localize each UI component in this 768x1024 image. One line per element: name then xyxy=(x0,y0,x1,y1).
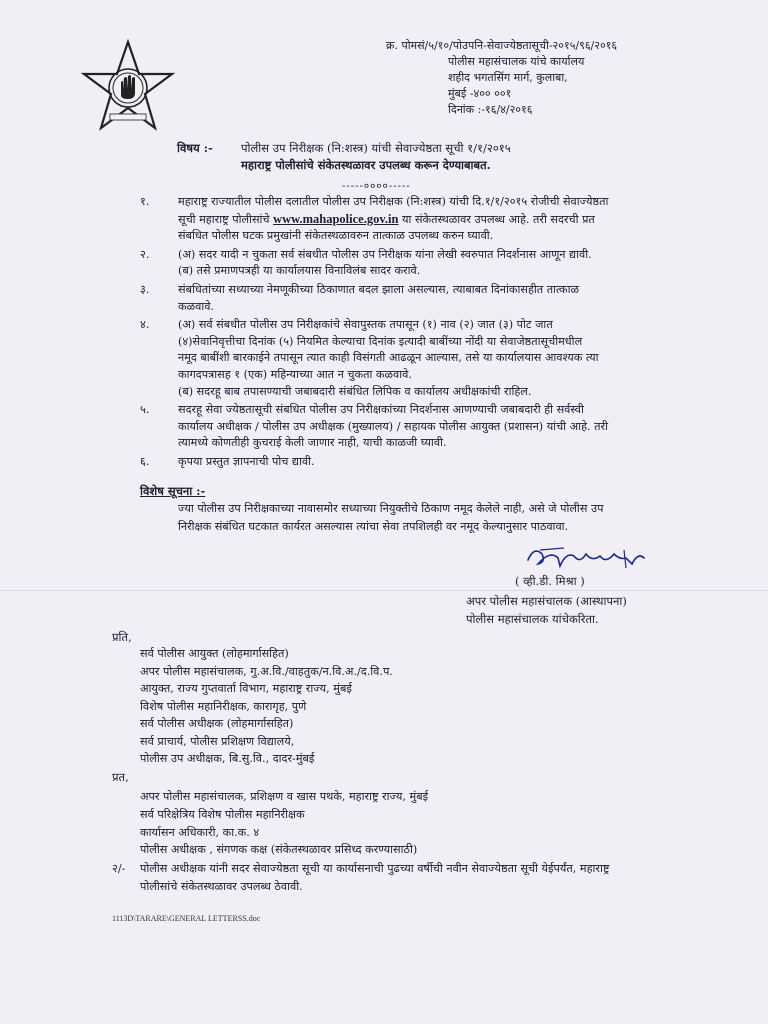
signatory-name: ( व्ही.डी. मिश्रा ) xyxy=(515,574,585,588)
point-number: ६. xyxy=(140,454,150,468)
note-text: ज्या पोलीस उप निरीक्षकाच्या नावासमोर सध्याच्या नियुक्तीचे ठिकाण नमूद केलेले नाही, असे जे पोलीस उप xyxy=(178,502,604,515)
recipient-item: सर्व पोलीस अधीक्षक (लोहमार्गासहित) xyxy=(140,717,294,730)
points-list xyxy=(140,194,680,473)
recipient-item: अपर पोलीस महासंचालक, गु.अ.वि./वाहतुक/न.वि.अ./द.वि.प. xyxy=(140,664,393,678)
copy-item: सर्व परिक्षेत्रिय विशेष पोलीस महानिरीक्षक xyxy=(140,807,305,821)
subject-label: विषय :- xyxy=(177,141,213,155)
instruction-text: पोलीस अधीक्षक यांनी सदर सेवाज्येष्ठता सूची या कार्यासनाची पुढच्या वर्षीची नवीन सेवाज्येष्ठता सूची येईपर्यंत, महाराष्ट्र xyxy=(140,862,610,875)
point-2 xyxy=(140,247,680,280)
copy-label: प्रत, xyxy=(112,770,129,784)
subject-block xyxy=(177,140,511,174)
point-text: (अ) सर्व संबधीत पोलीस उप निरीक्षकांचे सेवापुस्तक तपासून (१) नाव (२) जात (३) पोट जात xyxy=(178,318,553,332)
police-star-icon xyxy=(80,38,176,134)
point-text: (ब) तसे प्रमाणपत्रही या कार्यालयास विनाविलंब सादर करावे. xyxy=(178,264,421,278)
point-text: संबधितांच्या सध्याच्या नेमणूकीच्या ठिकाणात बदल झाला असल्यास, त्याबाबत दिनांकासहीत तात्काळ xyxy=(178,282,580,296)
note-text: निरीक्षक संबंधित घटकात कार्यरत असल्यास त्यांचा सेवा तपशिलही वर नमूद केल्यानुसार पाठवावा. xyxy=(178,520,569,533)
subject-line-2: महाराष्ट्र पोलीसांचे संकेतस्थळावर उपलब्ध करून देण्याबाबत. xyxy=(241,158,491,172)
paper-fold-line xyxy=(0,590,768,591)
point-number: २. xyxy=(140,247,150,261)
point-text: कृपया प्रस्तुत ज्ञापनाची पोच द्यावी. xyxy=(178,454,315,468)
point-6 xyxy=(140,454,680,471)
reference-block xyxy=(386,38,617,118)
point-text: या संकेतस्थळावर उपलब्ध आहे. तरी सदरची प्रत xyxy=(402,212,595,226)
point-text: सदरहू सेवा ज्येष्ठतासूची संबधित पोलीस उप निरीक्षकांच्या निदर्शनास आणण्याची जबाबदारी ही सर्वस्वी xyxy=(178,403,584,417)
point-4 xyxy=(140,317,680,400)
point-1 xyxy=(140,194,680,245)
handwritten-signature xyxy=(520,540,650,574)
instruction-number: २/- xyxy=(112,862,126,875)
office-street: शहीद भगतसिंग मार्ग, कुलाबा, xyxy=(448,71,568,84)
point-text: त्यामध्ये कोणतीही कुचराई केली जाणार नाही, याची काळजी घ्यावी. xyxy=(178,436,447,450)
to-label: प्रति, xyxy=(112,630,132,644)
copy-list xyxy=(140,788,428,859)
point-text: महाराष्ट्र राज्यातील पोलीस दलातील पोलीस उप निरीक्षक (नि:शस्त्र) यांची दि.१/१/२०१५ रोजीची सेवाज्येष्ठता xyxy=(178,195,609,208)
recipient-item: विशेष पोलीस महानिरीक्षक, कारागृह, पुणे xyxy=(140,699,307,713)
subject-line-1: पोलीस उप निरीक्षक (नि:शस्त्र) यांची सेवाज्येष्ठता सूची १/१/२०१५ xyxy=(241,141,511,155)
recipient-item: पोलीस उप अधीक्षक, बि.सु.वि., दादर-मुंबई xyxy=(140,752,315,765)
recipient-item: सर्व प्राचार्य, पोलीस प्रशिक्षण विद्यालये, xyxy=(140,734,295,748)
signatory-title: अपर पोलीस महासंचालक (आस्थापना) xyxy=(466,594,627,608)
recipient-item: सर्व पोलीस आयुक्त (लोहमार्गासहित) xyxy=(140,647,289,660)
special-note xyxy=(178,500,678,536)
point-text: (४)सेवानिवृत्तीचा दिनांक (५) नियमित केल्याचा दिनांक इत्यादी बाबींच्या नोंदी या सेवाजेष्ठतासूचीमधील xyxy=(178,334,583,348)
point-number: १. xyxy=(140,195,150,208)
mahapolice-website-link[interactable]: www.mahapolice.gov.in xyxy=(273,211,399,226)
letter-date: दिनांक :-१६/४/२०१६ xyxy=(448,103,533,116)
point-number: ४. xyxy=(140,318,150,332)
point-number: ५. xyxy=(140,403,150,417)
point-3 xyxy=(140,282,680,315)
recipient-item: आयुक्त, राज्य गुप्तवार्ता विभाग, महाराष्ट्र राज्य, मुंबई xyxy=(140,682,352,695)
point-text: (अ) सदर यादी न चुकता सर्व संबधीत पोलीस उप निरीक्षक यांना लेखी स्वरुपात निदर्शनास आणून द्यावी. xyxy=(178,247,592,261)
copy-item: पोलीस अधीक्षक , संगणक कक्ष (संकेतस्थळावर प्रसिध्द करण्यासाठी) xyxy=(140,843,418,857)
point-text: कार्यालय अधीक्षक / पोलीस उप अधीक्षक (मुख्यालय) / सहायक पोलीस आयुक्त (प्रशासन) यांची आहे. तरी xyxy=(178,419,608,433)
file-path-footer: 1113D\TARARE\GENERAL LETTERSS.doc xyxy=(112,914,261,923)
point-number: ३. xyxy=(140,282,150,296)
office-city: मुंबई -४०० ००१ xyxy=(448,87,512,100)
instruction-2 xyxy=(112,860,692,896)
instruction-text: पोलीसांचे संकेतस्थळावर उपलब्ध ठेवावी. xyxy=(140,880,303,893)
copy-item: कार्यासन अधिकारी, का.क. ४ xyxy=(140,825,260,839)
recipients-list xyxy=(140,645,393,768)
reference-number: क्र. पोमसं/५/१०/पोउपनि-सेवाज्येष्ठतासूची-२०१५/९६/२०१६ xyxy=(386,39,618,52)
point-text: कागदपत्रासह १ (एक) महिन्याच्या आत न चुकता कळवावे. xyxy=(178,367,412,381)
point-text: (ब) सदरहू बाब तपासण्याची जबाबदारी संबंधित लिपिक व कार्यालय अधीक्षकांची राहिल. xyxy=(178,384,532,398)
special-note-heading: विशेष सूचना :- xyxy=(140,484,206,498)
point-text: कळवावे. xyxy=(178,299,214,313)
office-name: पोलीस महासंचालक यांचे कार्यालय xyxy=(448,55,585,68)
point-text: सूची महाराष्ट्र पोलीसांचे xyxy=(178,212,270,226)
maharashtra-police-emblem xyxy=(80,38,176,134)
section-divider: -----००००----- xyxy=(342,181,411,192)
point-text: संबधित पोलीस घटक प्रमुखांनी संकेतस्थळावरुन तात्काळ उपलब्ध करुन घ्यावी. xyxy=(178,229,494,243)
signatory-block xyxy=(466,592,627,628)
point-5 xyxy=(140,402,680,452)
signatory-for: पोलीस महासंचालक यांचेकरिता. xyxy=(466,612,599,626)
point-text: नमूद बाबींशी बारकाईने तपासून त्यात काही विसंगती आढळून आल्यास, तसे या कार्यालयास आवश्यक त्या xyxy=(178,351,599,365)
copy-item: अपर पोलीस महासंचालक, प्रशिक्षण व खास पथके, महाराष्ट्र राज्य, मुंबई xyxy=(140,790,429,803)
